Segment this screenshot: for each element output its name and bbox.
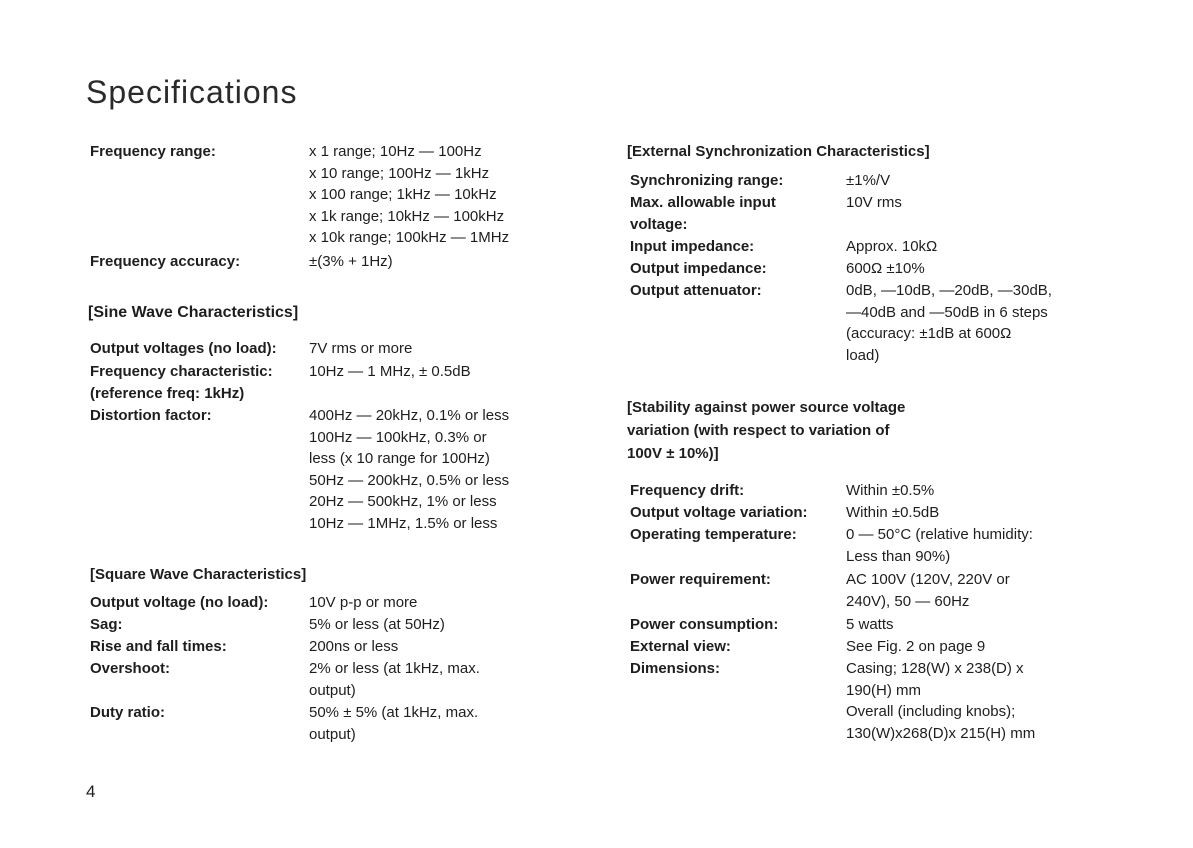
- overshoot-line: output): [309, 681, 356, 699]
- frequency-range-line: x 10 range; 100Hz — 1kHz: [309, 164, 490, 182]
- frequency-accuracy-value: ±(3% + 1Hz): [309, 253, 393, 270]
- distortion-factor-values: [309, 405, 509, 534]
- sine-wave-heading: [Sine Wave Characteristics]: [88, 304, 299, 321]
- frequency-drift-value: Within ±0.5%: [846, 482, 935, 499]
- distortion-line: 20Hz — 500kHz, 1% or less: [309, 493, 497, 510]
- input-impedance-value: Approx. 10kΩ: [846, 238, 938, 255]
- stability-heading-line: 100V ± 10%)]: [627, 445, 719, 462]
- dimensions-values: [846, 658, 1035, 744]
- max-input-label: [630, 192, 776, 235]
- output-attenuator-values: [846, 280, 1052, 366]
- frequency-range-values: [309, 141, 509, 249]
- overshoot-values: [309, 658, 480, 701]
- external-view-value: See Fig. 2 on page 9: [846, 638, 986, 655]
- frequency-characteristic-label: Frequency characteristic:: [90, 363, 273, 380]
- distortion-line: less (x 10 range for 100Hz): [309, 450, 490, 467]
- distortion-factor-label: Distortion factor:: [90, 407, 212, 424]
- max-input-label-line: voltage:: [630, 215, 688, 233]
- frequency-characteristic-value: 10Hz — 1 MHz, ± 0.5dB: [309, 363, 471, 380]
- dimensions-line: Overall (including knobs);: [846, 703, 1016, 720]
- power-requirement-line: AC 100V (120V, 220V or: [846, 571, 1010, 588]
- output-impedance-value: 600Ω ±10%: [846, 260, 925, 277]
- output-impedance-label: Output impedance:: [630, 260, 767, 277]
- output-voltage-variation-value: Within ±0.5dB: [846, 504, 940, 521]
- reference-freq-label: (reference freq: 1kHz): [90, 385, 245, 402]
- distortion-line: 10Hz — 1MHz, 1.5% or less: [309, 514, 498, 532]
- output-voltage-variation-label: Output voltage variation:: [630, 504, 808, 521]
- attenuator-line: (accuracy: ±1dB at 600Ω: [846, 325, 1012, 342]
- max-input-value: 10V rms: [846, 194, 902, 211]
- frequency-range-line: x 10k range; 100kHz — 1MHz: [309, 229, 510, 246]
- attenuator-line: —40dB and —50dB in 6 steps: [846, 303, 1048, 321]
- power-requirement-line: 240V), 50 — 60Hz: [846, 592, 970, 610]
- frequency-range-line: x 1 range; 10Hz — 100Hz: [309, 143, 482, 160]
- dimensions-line: Casing; 128(W) x 238(D) x: [846, 660, 1024, 677]
- duty-ratio-line: output): [309, 725, 356, 743]
- page-title: Specifications: [86, 74, 298, 110]
- distortion-line: 400Hz — 20kHz, 0.1% or less: [309, 407, 510, 424]
- stability-heading-line: variation (with respect to variation of: [627, 422, 890, 439]
- square-output-voltage-value: 10V p-p or more: [309, 594, 418, 611]
- attenuator-line: 0dB, —10dB, —20dB, —30dB,: [846, 282, 1052, 299]
- sine-output-voltages-value: 7V rms or more: [309, 340, 413, 357]
- duty-ratio-line: 50% ± 5% (at 1kHz, max.: [309, 704, 479, 721]
- overshoot-line: 2% or less (at 1kHz, max.: [309, 660, 480, 677]
- sag-value: 5% or less (at 50Hz): [309, 616, 445, 633]
- operating-temperature-label: Operating temperature:: [630, 526, 797, 543]
- duty-ratio-label: Duty ratio:: [90, 704, 165, 721]
- dimensions-line: 130(W)x268(D)x 215(H) mm: [846, 724, 1036, 742]
- power-consumption-label: Power consumption:: [630, 616, 779, 633]
- input-impedance-label: Input impedance:: [630, 238, 755, 255]
- square-output-voltage-label: Output voltage (no load):: [90, 594, 269, 611]
- operating-temperature-values: [846, 524, 1033, 567]
- page-number: 4: [86, 782, 96, 801]
- frequency-range-line: x 100 range; 1kHz — 10kHz: [309, 186, 497, 203]
- dimensions-label: Dimensions:: [630, 660, 721, 677]
- attenuator-line: load): [846, 346, 880, 364]
- frequency-range-label: Frequency range:: [90, 143, 216, 160]
- sag-label: Sag:: [90, 616, 123, 633]
- sync-range-value: ±1%/V: [846, 172, 891, 189]
- rise-fall-label: Rise and fall times:: [90, 638, 227, 655]
- stability-heading: [627, 396, 905, 465]
- stability-heading-line: [Stability against power source voltage: [627, 399, 906, 416]
- distortion-line: 50Hz — 200kHz, 0.5% or less: [309, 471, 510, 489]
- sync-range-label: Synchronizing range:: [630, 172, 784, 189]
- dimensions-line: 190(H) mm: [846, 681, 922, 699]
- sync-heading: [External Synchronization Characteristics]: [627, 143, 930, 160]
- frequency-drift-label: Frequency drift:: [630, 482, 745, 499]
- frequency-accuracy-label: Frequency accuracy:: [90, 253, 241, 270]
- power-consumption-value: 5 watts: [846, 616, 894, 633]
- frequency-range-line: x 1k range; 10kHz — 100kHz: [309, 207, 505, 225]
- duty-ratio-values: [309, 702, 478, 745]
- distortion-line: 100Hz — 100kHz, 0.3% or: [309, 428, 487, 446]
- operating-temperature-line: Less than 90%): [846, 547, 951, 565]
- overshoot-label: Overshoot:: [90, 660, 171, 677]
- power-requirement-values: [846, 569, 1010, 612]
- external-view-label: External view:: [630, 638, 731, 655]
- power-requirement-label: Power requirement:: [630, 571, 771, 588]
- output-attenuator-label: Output attenuator:: [630, 282, 762, 299]
- sine-output-voltages-label: Output voltages (no load):: [90, 340, 277, 357]
- rise-fall-value: 200ns or less: [309, 638, 399, 655]
- max-input-label-line: Max. allowable input: [630, 194, 776, 211]
- operating-temperature-line: 0 — 50°C (relative humidity:: [846, 526, 1033, 543]
- square-wave-heading: [Square Wave Characteristics]: [90, 566, 307, 583]
